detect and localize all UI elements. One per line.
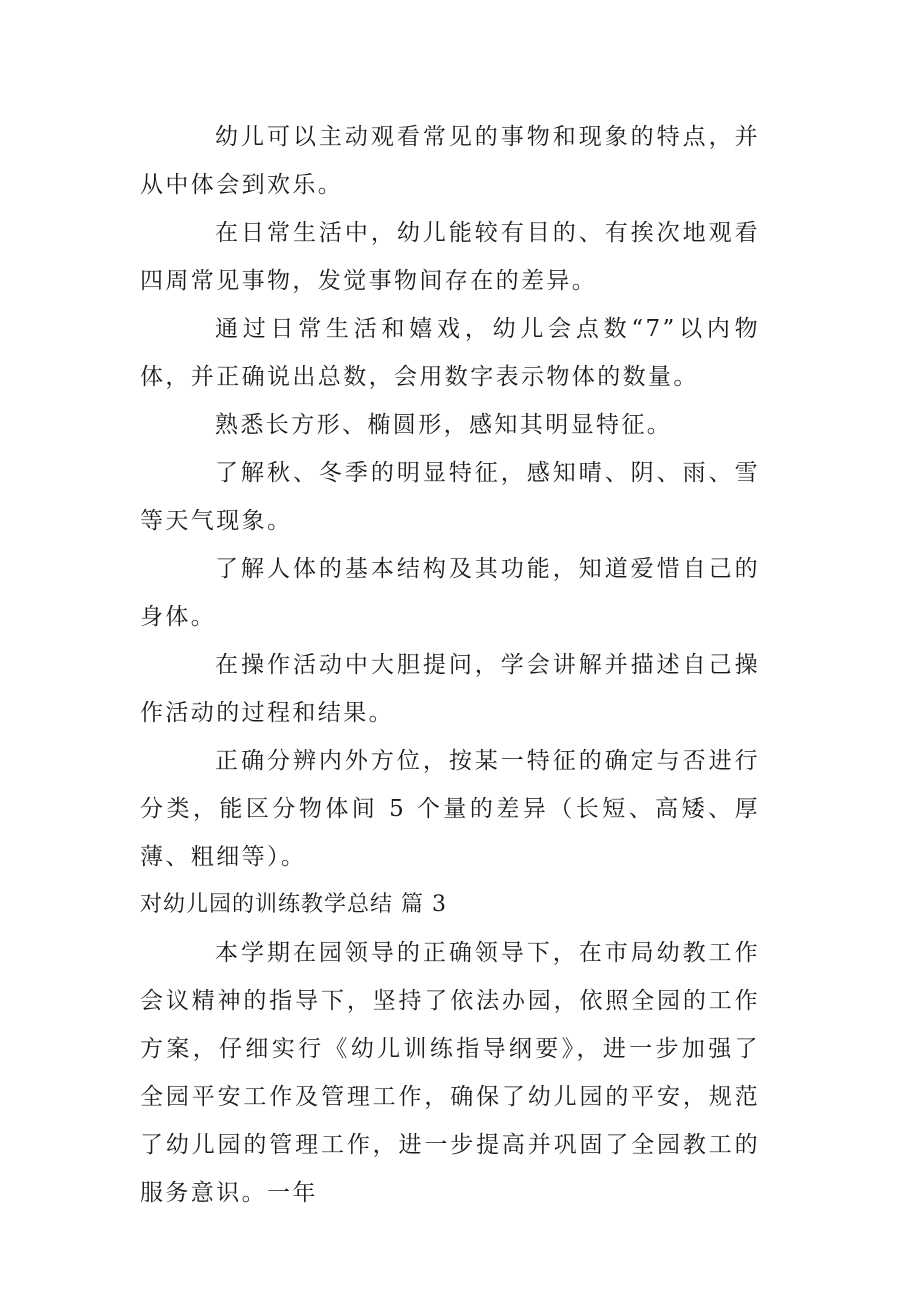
paragraph-observation: 幼儿可以主动观看常见的事物和现象的特点，并从中体会到欢乐。 bbox=[140, 124, 760, 198]
paragraph-shapes: 熟悉长方形、椭圆形，感知其明显特征。 bbox=[215, 412, 673, 438]
paragraph-daily-life: 在日常生活中，幼儿能较有目的、有挨次地观看四周常见事物，发觉事物间存在的差异。 bbox=[140, 220, 760, 294]
paragraph-operations: 在操作活动中大胆提问，学会讲解并描述自己操作活动的过程和结果。 bbox=[140, 652, 760, 726]
paragraph-seasons: 了解秋、冬季的明显特征，感知晴、阴、雨、雪等天气现象。 bbox=[140, 460, 760, 534]
paragraph-semester-summary: 本学期在园领导的正确领导下，在市局幼教工作会议精神的指导下，坚持了依法办园，依照全园的工作方案，仔细实行《幼儿训练指导纲要》，进一步加强了全园平安工作及管理工作，确保了幼儿园的平安，规范了幼儿园的管理工作，进一步提高并巩固了全园教工的服务意识。一年 bbox=[140, 940, 760, 1206]
paragraph-classification: 正确分辨内外方位，按某一特征的确定与否进行分类，能区分物体间 5 个量的差异（长短、高矮、厚薄、粗细等）。 bbox=[140, 748, 760, 870]
section-heading: 对幼儿园的训练教学总结 篇 3 bbox=[140, 892, 447, 917]
paragraph-human-body: 了解人体的基本结构及其功能，知道爱惜自己的身体。 bbox=[140, 556, 760, 630]
document-body bbox=[140, 113, 760, 1217]
paragraph-counting: 通过日常生活和嬉戏，幼儿会点数“7”以内物体，并正确说出总数，会用数字表示物体的数量。 bbox=[140, 316, 760, 390]
